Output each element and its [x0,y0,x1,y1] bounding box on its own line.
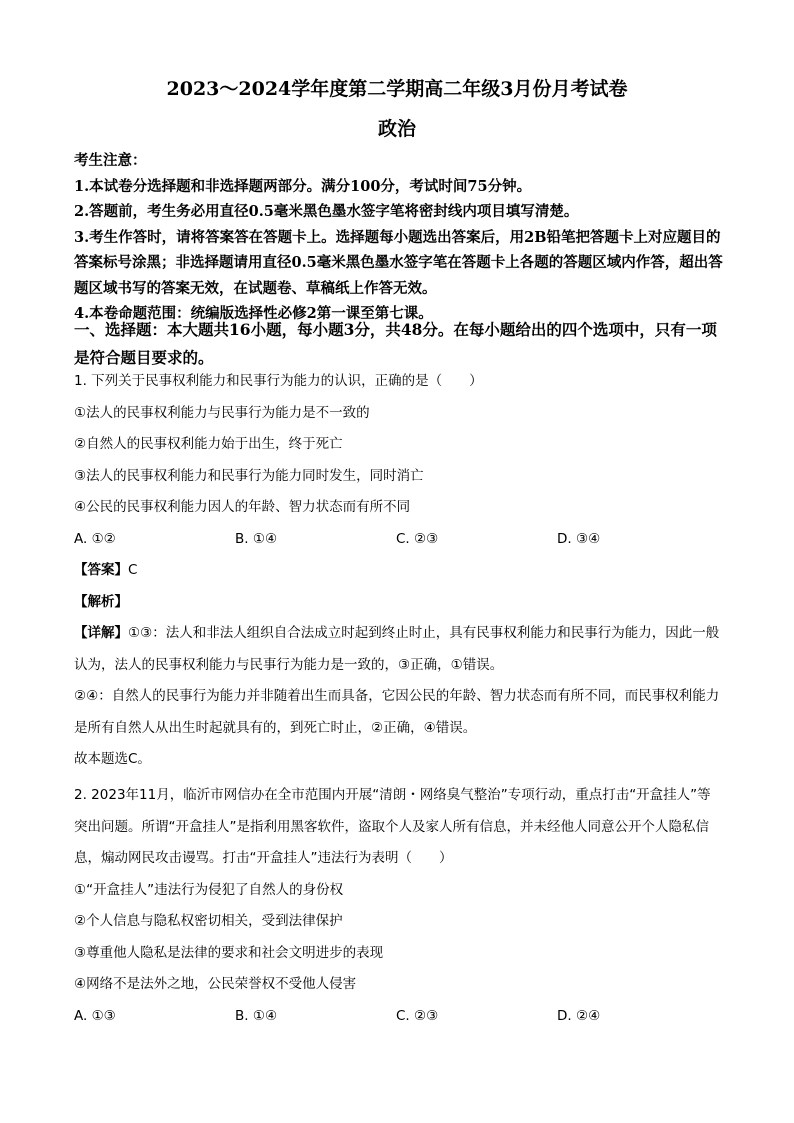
option-a: A. ①② [74,530,116,547]
option-a: A. ①③ [74,1007,116,1024]
statement: ③法人的民事权利能力和民事行为能力同时发生，同时消亡 [74,467,424,484]
note-item: 1.本试卷分选择题和非选择题两部分。满分100分，考试时间75分钟。 [74,177,532,195]
statement: ②个人信息与隐私权密切相关，受到法律保护 [74,913,343,929]
statement: ②自然人的民事权利能力始于出生，终于死亡 [74,436,343,452]
answer-options [74,1001,722,1033]
statement: ③尊重他人隐私是法律的要求和社会文明进步的表现 [74,944,384,961]
option-c: C. ②③ [396,1007,439,1024]
detail-paragraph: ②④：自然人的民事行为能力并非随着出生而具备，它因公民的年龄、智力状态而有所不同，而民事权利能力是所有自然人从出生时起就具有的，到死亡时止，②正确，④错误。 [74,688,720,736]
notes-heading: 考生注意： [74,152,147,169]
statement: ④公民的民事权利能力因人的年龄、智力状态而有所不同 [74,499,411,515]
conclusion: 故本题选C。 [74,751,151,767]
option-d: D. ②④ [557,1007,601,1024]
question-stem: 2. 2023年11月，临沂市网信办在全市范围内开展“清朗・网络臭气整治”专项行动，重点打击“开盒挂人”等突出问题。所谓“开盒挂人”是指利用黑客软件，盗取个人及家人所有信息，并未经他人同意公开个人隐私信息，煽动网民攻击谩骂。打击“开盒挂人”违法行为表明（ ） [74,787,711,866]
option-b: B. ①④ [235,530,278,547]
option-d: D. ③④ [557,530,601,547]
note-item: 3.考生作答时，请将答案答在答题卡上。选择题每小题选出答案后，用2B铅笔把答题卡上对应题目的答案标号涂黑；非选择题请用直径0.5毫米黑色墨水签字笔在答题卡上各题的答题区域内作答，超出答题区域书写的答案无效，在试题卷、草稿纸上作答无效。 [74,228,723,297]
detail-tag: 【详解】 [74,625,128,641]
question-stem: 1. 下列关于民事权利能力和民事行为能力的认识，正确的是（ ） [74,373,483,389]
answer-line [74,555,722,587]
exam-notes [74,148,724,327]
detail-text: ①③：法人和非法人组织自合法成立时起到终止时止，具有民事权利能力和民事行为能力，因此一般认为，法人的民事权利能力与民事行为能力是一致的，③正确，①错误。 [74,625,720,673]
analysis-tag: 【解析】 [74,593,128,610]
detail-paragraph [74,618,722,681]
statement: ④网络不是法外之地，公民荣誉权不受他人侵害 [74,976,357,992]
section-heading: 一、选择题：本大题共16小题，每小题3分，共48分。在每小题给出的四个选项中，只有一项是符合题目要求的。 [74,320,717,367]
exam-title: 2023～2024学年度第二学期高二年级3月份月考试卷 [166,78,628,100]
answer-tag: 【答案】 [74,562,128,578]
question-2 [74,780,722,1032]
option-c: C. ②③ [396,530,439,547]
note-item: 2.答题前，考生务必用直径0.5毫米黑色墨水签字笔将密封线内项目填写清楚。 [74,203,579,220]
answer-value: C [128,562,138,578]
statement: ①“开盒挂人”违法行为侵犯了自然人的身份权 [74,881,344,898]
exam-subject: 政治 [377,118,416,140]
answer-options [74,524,722,556]
statement: ①法人的民事权利能力与民事行为能力是不一致的 [74,404,370,421]
option-b: B. ①④ [235,1007,278,1024]
note-item: 4.本卷命题范围：统编版选择性必修2第一课至第七课。 [74,305,433,322]
question-1 [74,366,722,776]
